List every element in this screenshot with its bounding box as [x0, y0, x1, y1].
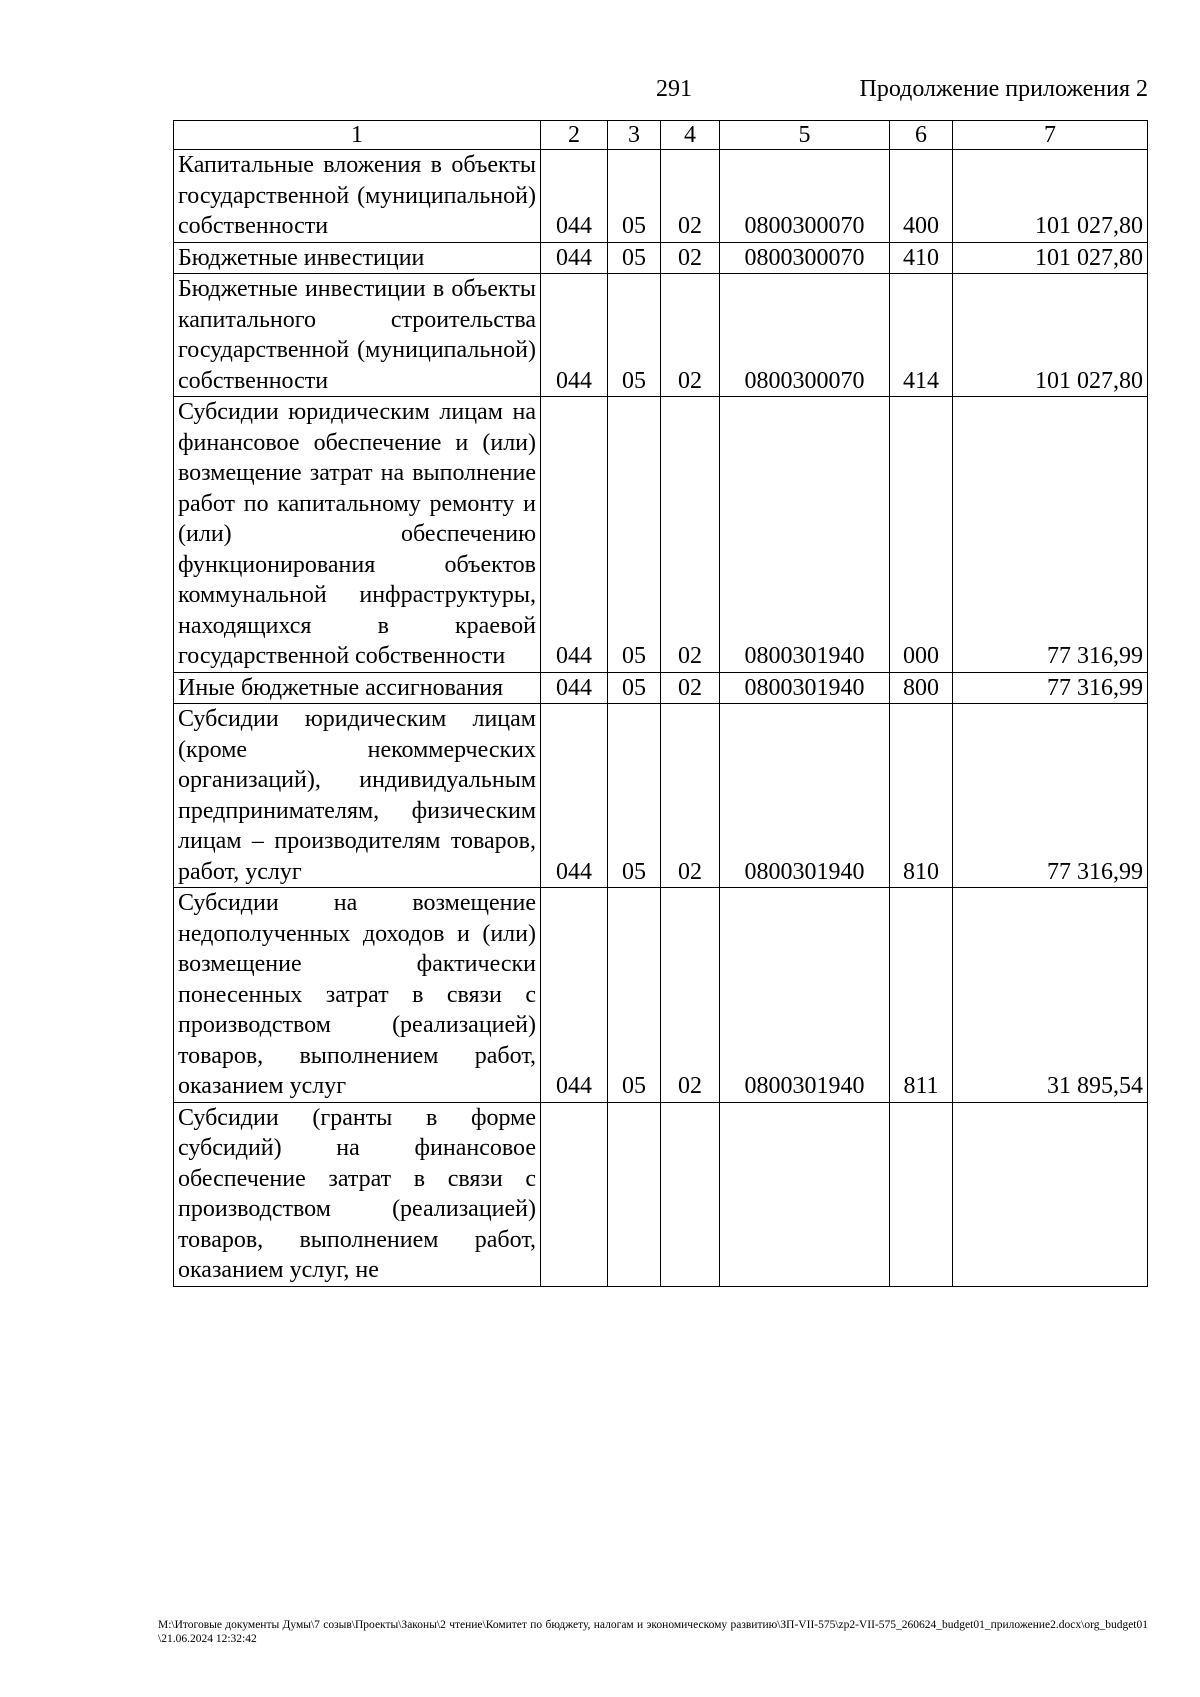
- cell-ministry-code: 044: [541, 150, 608, 243]
- cell-expense-type: 800: [890, 672, 953, 704]
- cell-section: 05: [608, 672, 661, 704]
- column-header: 2: [541, 121, 608, 150]
- cell-amount: 31 895,54: [953, 888, 1148, 1103]
- cell-ministry-code: 044: [541, 242, 608, 274]
- column-header: 4: [661, 121, 720, 150]
- cell-expense-type: 400: [890, 150, 953, 243]
- table-row: [174, 150, 1148, 243]
- cell-amount: 77 316,99: [953, 704, 1148, 888]
- table-row: [174, 242, 1148, 274]
- footer-file-path: М:\Итоговые документы Думы\7 созыв\Проекты\Законы\2 чтение\Комитет по бюджету, налогам и экономическому развитию\ЗП-VII-575\zp2-VII-575_260624_budget01_приложение2.docx\org_budget01\21.06.2024 12:32:42: [158, 1619, 1148, 1645]
- cell-expense-type: 410: [890, 242, 953, 274]
- table-row: [174, 1102, 1148, 1286]
- cell-ministry-code: 044: [541, 888, 608, 1103]
- row-name: Субсидии юридическим лицам (кроме некоммерческих организаций), индивидуальным предпринимателям, физическим лицам – производителям товаров, работ, услуг: [174, 704, 541, 888]
- cell-subsection: 02: [661, 274, 720, 397]
- row-name: Субсидии (гранты в форме субсидий) на финансовое обеспечение затрат в связи с производством (реализацией) товаров, выполнением работ, оказанием услуг, не: [174, 1102, 541, 1286]
- column-header: 3: [608, 121, 661, 150]
- cell-subsection: 02: [661, 242, 720, 274]
- cell-amount: 101 027,80: [953, 150, 1148, 243]
- row-name: Капитальные вложения в объекты государственной (муниципальной) собственности: [174, 150, 541, 243]
- cell-target-article: 0800300070: [720, 150, 890, 243]
- cell-ministry-code: 044: [541, 274, 608, 397]
- cell-subsection: 02: [661, 888, 720, 1103]
- cell-subsection: 02: [661, 397, 720, 673]
- cell-expense-type: [890, 1102, 953, 1286]
- cell-amount: 101 027,80: [953, 274, 1148, 397]
- cell-section: 05: [608, 274, 661, 397]
- cell-section: 05: [608, 704, 661, 888]
- row-name: Субсидии юридическим лицам на финансовое обеспечение и (или) возмещение затрат на выполнение работ по капитальному ремонту и (или) обеспечению функционирования объектов коммунальной инфраструктуры, находящихся в краевой государственной собственности: [174, 397, 541, 673]
- cell-target-article: 0800301940: [720, 672, 890, 704]
- cell-section: 05: [608, 242, 661, 274]
- table-row: [174, 397, 1148, 673]
- cell-target-article: 0800301940: [720, 704, 890, 888]
- row-name: Субсидии на возмещение недополученных доходов и (или) возмещение фактически понесенных затрат в связи с производством (реализацией) товаров, выполнением работ, оказанием услуг: [174, 888, 541, 1103]
- cell-expense-type: 414: [890, 274, 953, 397]
- column-header: 1: [174, 121, 541, 150]
- table-row: [174, 274, 1148, 397]
- cell-expense-type: 000: [890, 397, 953, 673]
- cell-section: 05: [608, 397, 661, 673]
- cell-ministry-code: 044: [541, 704, 608, 888]
- table-header-row: [174, 121, 1148, 150]
- cell-target-article: 0800301940: [720, 888, 890, 1103]
- cell-amount: [953, 1102, 1148, 1286]
- row-name: Бюджетные инвестиции: [174, 242, 541, 274]
- budget-table: [173, 120, 1148, 1287]
- cell-target-article: 0800300070: [720, 274, 890, 397]
- column-header: 5: [720, 121, 890, 150]
- cell-amount: 101 027,80: [953, 242, 1148, 274]
- cell-amount: 77 316,99: [953, 397, 1148, 673]
- continuation-label: Продолжение приложения 2: [859, 76, 1148, 102]
- cell-subsection: 02: [661, 704, 720, 888]
- cell-section: 05: [608, 888, 661, 1103]
- table-row: [174, 672, 1148, 704]
- column-header: 7: [953, 121, 1148, 150]
- column-header: 6: [890, 121, 953, 150]
- cell-subsection: 02: [661, 672, 720, 704]
- cell-expense-type: 811: [890, 888, 953, 1103]
- row-name: Бюджетные инвестиции в объекты капитального строительства государственной (муниципальной) собственности: [174, 274, 541, 397]
- cell-subsection: [661, 1102, 720, 1286]
- cell-target-article: 0800300070: [720, 242, 890, 274]
- table-row: [174, 704, 1148, 888]
- cell-target-article: 0800301940: [720, 397, 890, 673]
- cell-section: [608, 1102, 661, 1286]
- cell-section: 05: [608, 150, 661, 243]
- table-row: [174, 888, 1148, 1103]
- cell-target-article: [720, 1102, 890, 1286]
- cell-ministry-code: 044: [541, 397, 608, 673]
- cell-subsection: 02: [661, 150, 720, 243]
- row-name: Иные бюджетные ассигнования: [174, 672, 541, 704]
- page-number: 291: [656, 76, 692, 102]
- cell-amount: 77 316,99: [953, 672, 1148, 704]
- cell-ministry-code: [541, 1102, 608, 1286]
- cell-ministry-code: 044: [541, 672, 608, 704]
- cell-expense-type: 810: [890, 704, 953, 888]
